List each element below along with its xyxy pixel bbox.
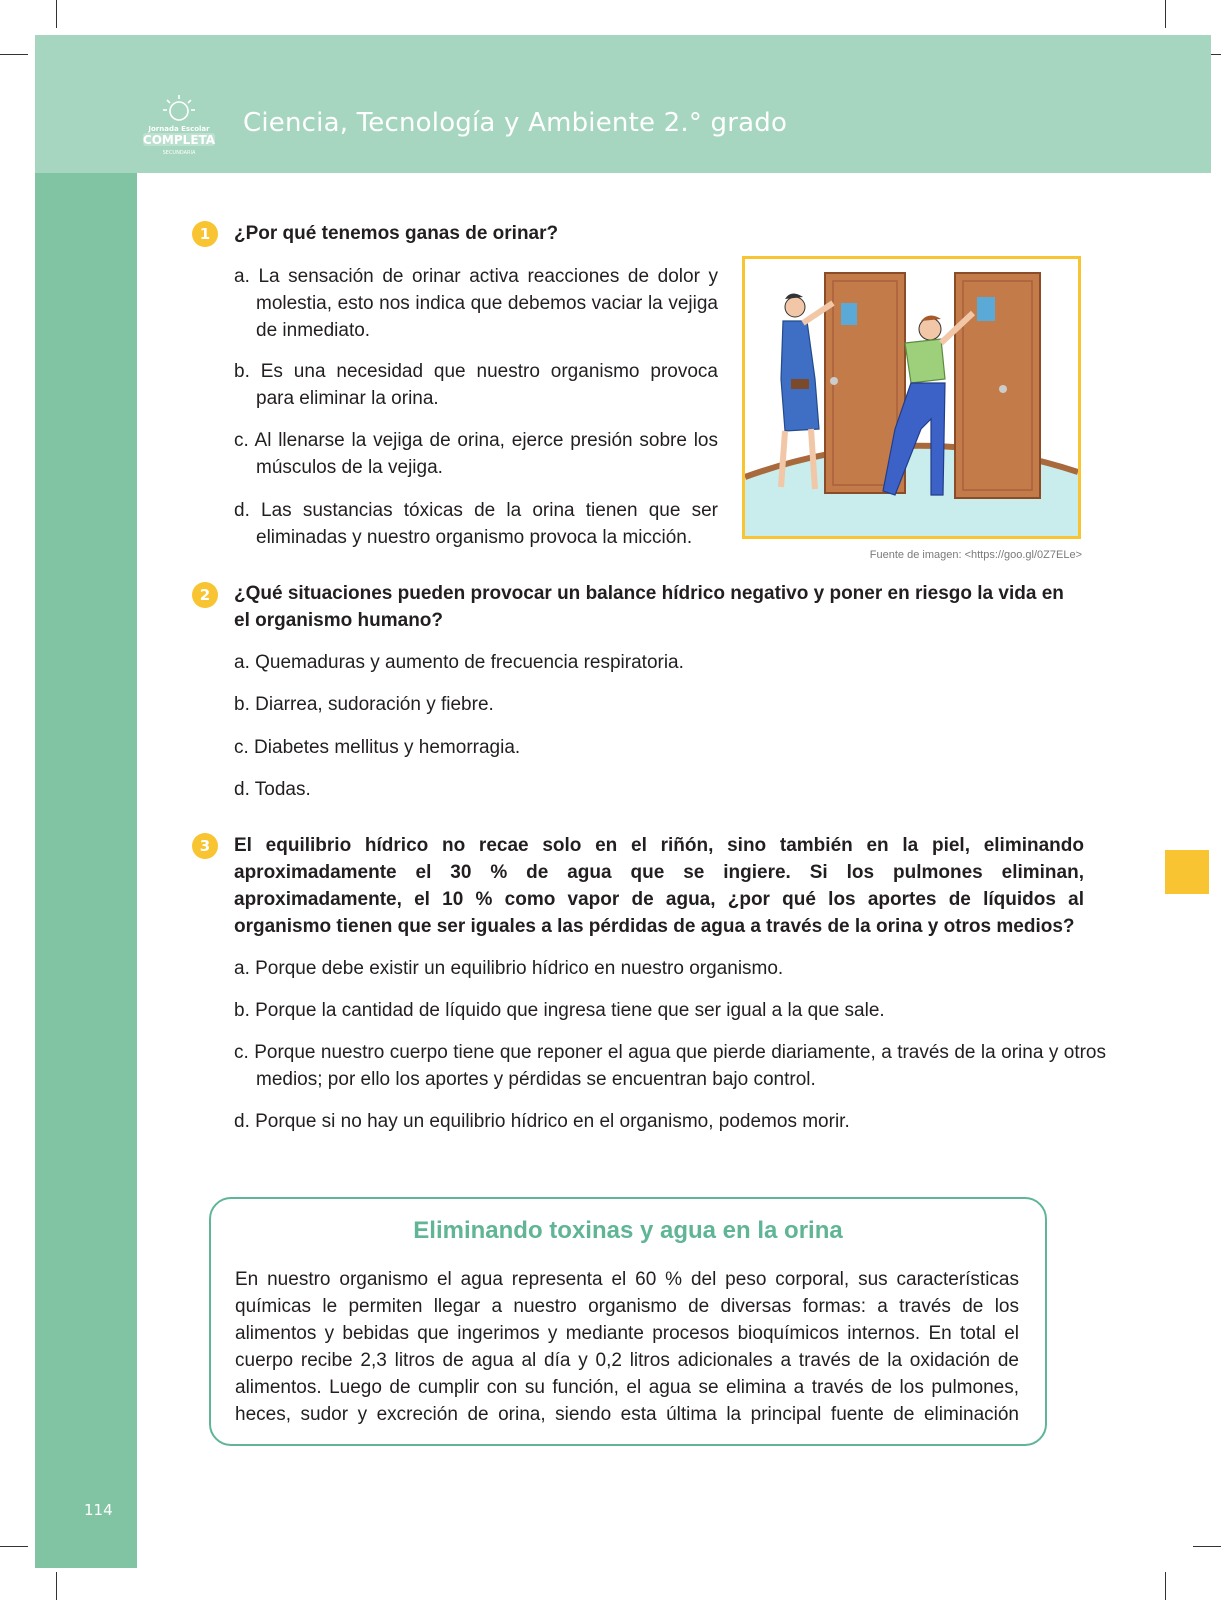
question-option: b. Es una necesidad que nuestro organismo provoca para eliminar la orina. [234, 361, 718, 409]
illustration-drawing [745, 259, 1078, 536]
question-option: c. Diabetes mellitus y hemorragia. [234, 737, 521, 758]
question-number-badge: 3 [192, 833, 218, 859]
question-option: a. Porque debe existir un equilibrio hídrico en nuestro organismo. [234, 958, 784, 979]
crop-mark [1165, 1572, 1166, 1600]
question-text: El equilibrio hídrico no recae solo en el riñón, sino también en la piel, eliminando aproximadamente el 30 % de agua que se ingiere. Si los pulmones eliminan, aproximadamente, el 10 % como vapor de agua, ¿por qué los aportes de líquidos al organismo tienen que ser iguales a las pérdidas de agua a través de la orina y otros medios? [234, 835, 1084, 937]
side-band [35, 173, 137, 1568]
question-option: a. Quemaduras y aumento de frecuencia respiratoria. [234, 652, 684, 673]
question-option: b. Diarrea, sudoración y fiebre. [234, 694, 494, 715]
crop-mark [0, 1546, 28, 1547]
logo-jornada-escolar-completa [140, 93, 218, 159]
question-option: b. Porque la cantidad de líquido que ingresa tiene que ser igual a la que sale. [234, 1000, 885, 1021]
question-option: c. Porque nuestro cuerpo tiene que reponer el agua que pierde diariamente, a través de la orina y otros medios; por ello los aportes y pérdidas se encuentran bajo control. [234, 1042, 1106, 1090]
logo-text-top: Jornada Escolar [148, 125, 210, 133]
crop-mark [0, 54, 28, 55]
illustration-bathroom-doors [742, 256, 1081, 539]
image-caption: Fuente de imagen: <https://goo.gl/0Z7ELe> [869, 549, 1082, 561]
info-box [209, 1197, 1047, 1446]
info-box-title: Eliminando toxinas y agua en la orina [413, 1217, 843, 1244]
question-text: ¿Qué situaciones pueden provocar un balance hídrico negativo y poner en riesgo la vida en el organismo humano? [234, 583, 1064, 631]
question-option: d. Porque si no hay un equilibrio hídrico en el organismo, podemos morir. [234, 1111, 850, 1132]
question-option: d. Todas. [234, 779, 311, 800]
question-number-badge: 1 [192, 221, 218, 247]
crop-mark [1193, 1546, 1221, 1547]
question-text: ¿Por qué tenemos ganas de orinar? [234, 223, 559, 244]
header-title: Ciencia, Tecnología y Ambiente 2.° grado [243, 108, 788, 138]
question-number-badge: 2 [192, 582, 218, 608]
crop-mark [56, 1572, 57, 1600]
info-box-body: En nuestro organismo el agua representa el 60 % del peso corporal, sus características químicas le permiten llegar a nuestro organismo de diversas formas: a través de los alimentos y bebidas que ingerimos y mediante procesos bioquímicos internos. En total el cuerpo recibe 2,3 litros de agua al día y 0,2 litros adicionales a través de la oxidación de alimentos. Luego de cumplir con su función, el agua se elimina a través de los pulmones, heces, sudor y excreción de orina, siendo esta última la principal fuente de eliminación [235, 1269, 1019, 1425]
crop-mark [56, 0, 57, 28]
page-number: 114 [84, 1501, 113, 1519]
logo-text-main: COMPLETA [142, 133, 216, 147]
logo-text-bottom: SECUNDARIA [162, 150, 196, 156]
side-tab-marker [1165, 850, 1209, 894]
question-option: d. Las sustancias tóxicas de la orina tienen que ser eliminadas y nuestro organismo provoca la micción. [234, 500, 718, 548]
question-option: c. Al llenarse la vejiga de orina, ejerce presión sobre los músculos de la vejiga. [234, 430, 718, 478]
crop-mark [1165, 0, 1166, 28]
question-option: a. La sensación de orinar activa reacciones de dolor y molestia, esto nos indica que debemos vaciar la vejiga de inmediato. [234, 266, 718, 341]
